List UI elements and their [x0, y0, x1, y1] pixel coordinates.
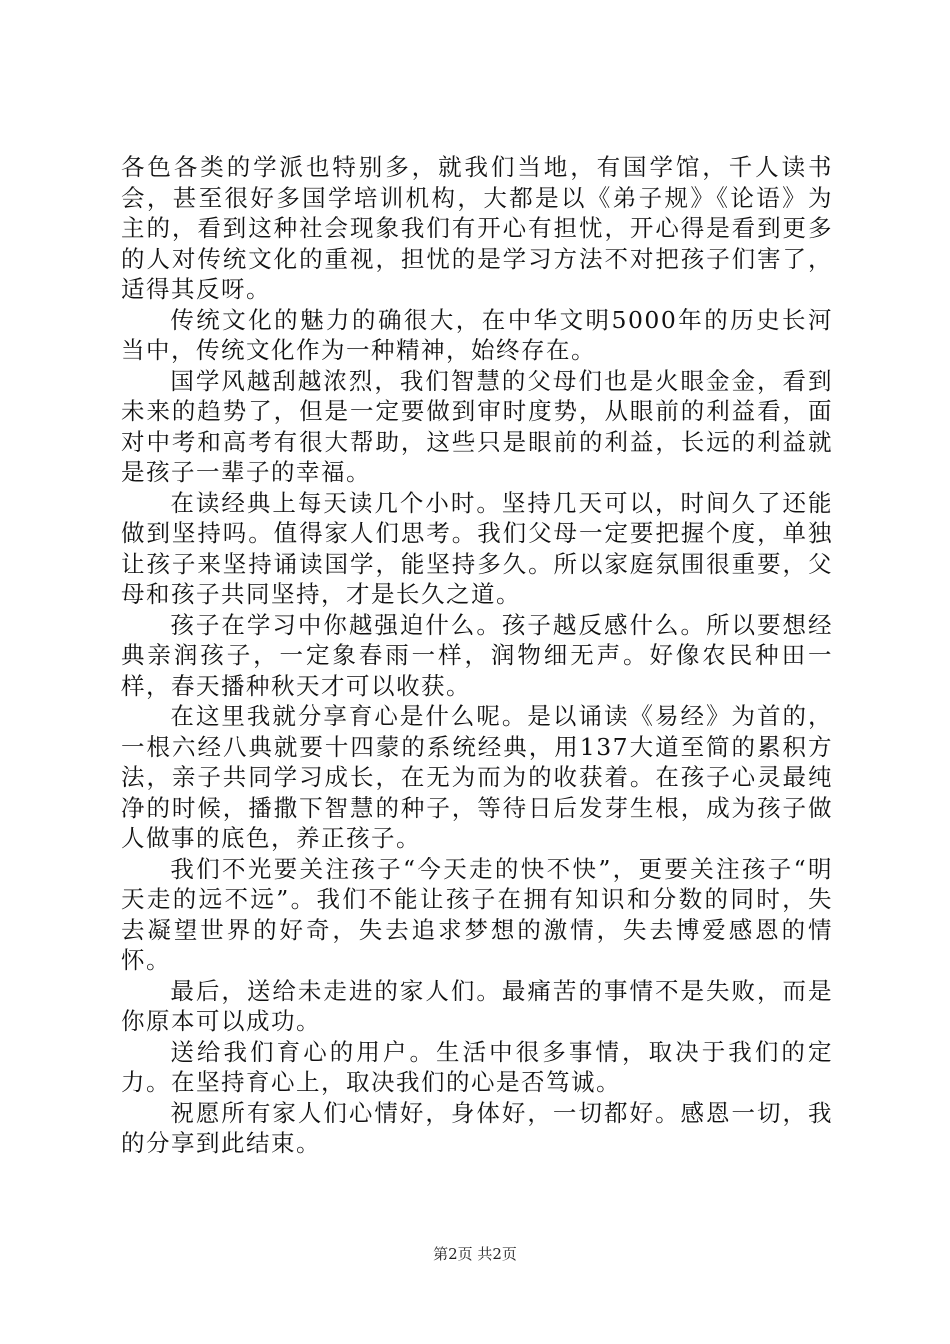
- paragraph: 我们不光要关注孩子“今天走的快不快”，更要关注孩子“明天走的远不远”。我们不能让孩子在拥有知识和分数的同时，失去凝望世界的好奇，失去追求梦想的激情，失去博爱感恩的情怀。: [121, 854, 833, 974]
- paragraph: 最后，送给未走进的家人们。最痛苦的事情不是失败，而是你原本可以成功。: [121, 976, 833, 1035]
- paragraph: 在这里我就分享育心是什么呢。是以诵读《易经》为首的，一根六经八典就要十四蒙的系统经典，用137大道至简的累积方法，亲子共同学习成长，在无为而为的收获着。在孩子心灵最纯净的时候，播撒下智慧的种子，等待日后发芽生根，成为孩子做人做事的底色，养正孩子。: [121, 702, 833, 852]
- paragraph: 传统文化的魅力的确很大，在中华文明5000年的历史长河当中，传统文化作为一种精神，始终存在。: [121, 305, 833, 364]
- paragraph: 送给我们育心的用户。生活中很多事情，取决于我们的定力。在坚持育心上，取决我们的心是否笃诚。: [121, 1037, 833, 1096]
- page-number-footer: 第2页 共2页: [433, 1245, 517, 1263]
- paragraph: 国学风越刮越浓烈，我们智慧的父母们也是火眼金金，看到未来的趋势了，但是一定要做到审时度势，从眼前的利益看，面对中考和高考有很大帮助，这些只是眼前的利益，长远的利益就是孩子一辈子的幸福。: [121, 366, 833, 486]
- document-body: [121, 152, 833, 1159]
- paragraph: 在读经典上每天读几个小时。坚持几天可以，时间久了还能做到坚持吗。值得家人们思考。我们父母一定要把握个度，单独让孩子来坚持诵读国学，能坚持多久。所以家庭氛围很重要，父母和孩子共同坚持，才是长久之道。: [121, 488, 833, 608]
- paragraph: 祝愿所有家人们心情好，身体好，一切都好。感恩一切，我的分享到此结束。: [121, 1098, 833, 1157]
- paragraph: 各色各类的学派也特别多，就我们当地，有国学馆，千人读书会，甚至很好多国学培训机构，大都是以《弟子规》《论语》为主的，看到这种社会现象我们有开心有担忧，开心得是看到更多的人对传统文化的重视，担忧的是学习方法不对把孩子们害了，适得其反呀。: [121, 153, 833, 303]
- paragraph: 孩子在学习中你越强迫什么。孩子越反感什么。所以要想经典亲润孩子，一定象春雨一样，润物细无声。好像农民种田一样，春天播种秋天才可以收获。: [121, 610, 833, 700]
